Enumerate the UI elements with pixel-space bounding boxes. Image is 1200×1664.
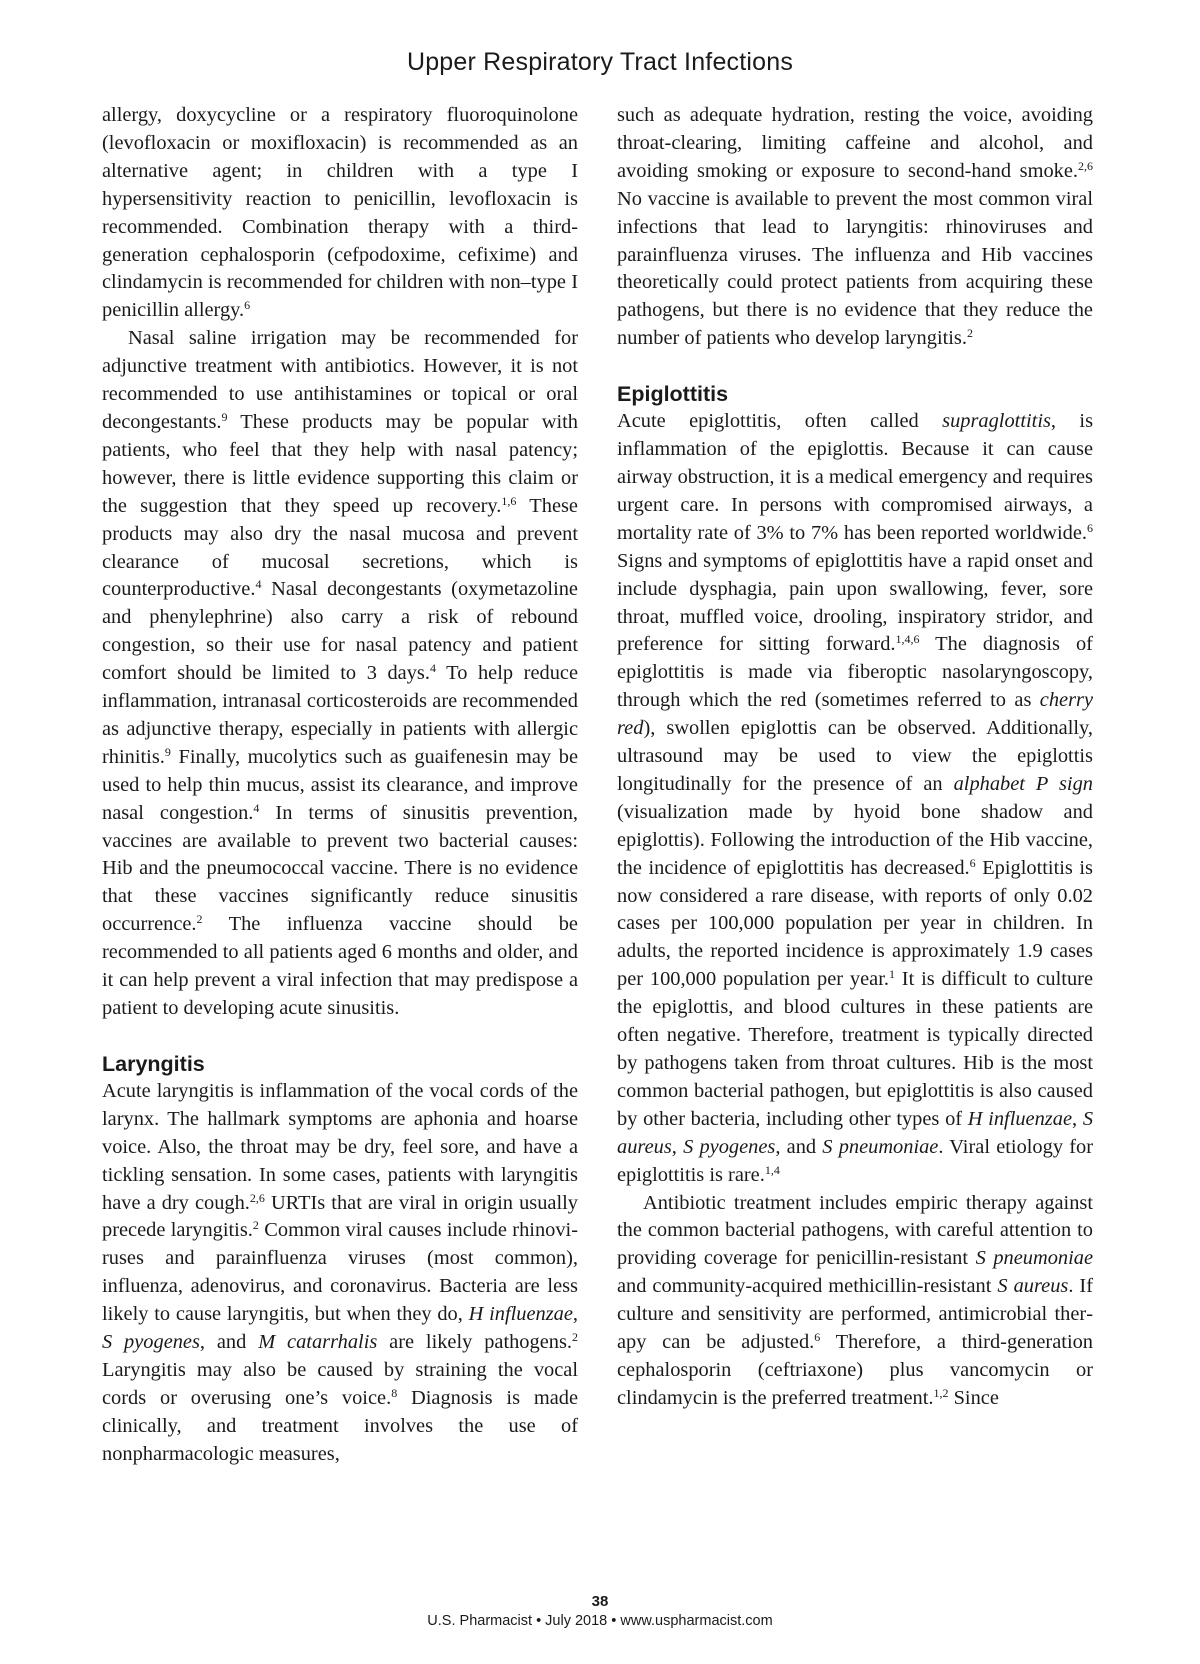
publication-line: U.S. Pharmacist • July 2018 • www.uspharmacist.com [427, 1613, 773, 1629]
text-run: In terms of sinusitis prevention, vaccines are available to prevent two bacterial causes: Hib and the pneumococcal vaccine. There is no evidence that these vaccines significantly reduce sinusitis occurrence. [102, 801, 578, 936]
reference-superscript: 2 [571, 1330, 578, 1345]
text-run: To help reduce inflammation, intranasal corticosteroids are recommended as adjunctive therapy, especially in patients with allergic rhinitis. [102, 662, 578, 768]
text-run: Nasal decongestants (oxymetazoline and phenylephrine) also carry a risk of rebound congestion, so their use for nasal patency and patient comfort should be limited to 3 days. [102, 578, 578, 685]
reference-superscript: 2 [196, 912, 203, 927]
page-number: 38 [591, 1593, 609, 1610]
text-run: Nasal saline irrigation may be recommended for adjunctive treatment with antibiotics. However, it is not recommended to use antihistamines or topical or oral decongestants. [102, 327, 578, 433]
organism-name: S aureus [997, 1275, 1069, 1298]
text-run: . Viral etiology for epiglottitis is rare. [617, 1135, 1093, 1186]
text-run: ), swollen epiglottis can be observed. Additionally, ultrasound may be used to view the epiglottis longitudinally for the presence of an [617, 717, 1093, 795]
organism-name: H influenzae [967, 1107, 1072, 1130]
text-run: such as adequate hydration, resting the voice, avoiding throat-clearing, limiting caffeine and alcohol, and avoiding smoking or exposure to second-hand smoke. [617, 104, 1093, 182]
reference-superscript: 2 [252, 1218, 259, 1233]
reference-superscript: 2 [966, 326, 973, 341]
running-title: Upper Respiratory Tract Infections [406, 48, 794, 76]
text-run: (visualization made by hyoid bone shadow and epiglottis). Following the introduction of the Hib vaccine, the incidence of epiglottitis has decreased. [617, 800, 1093, 879]
text-run: , and [199, 1331, 259, 1354]
text-run: , [1072, 1107, 1083, 1130]
text-run: , and [775, 1135, 823, 1158]
text-run: and community-acquired methicillin-resistant [617, 1275, 998, 1298]
reference-superscript: 4 [429, 661, 436, 676]
reference-superscript: 6 [1087, 520, 1093, 535]
italic-term: supraglottitis [942, 410, 1051, 433]
text-run: Signs and symptoms of epiglottitis have a rapid onset and include dysphagia, pain upon swallowing, fever, sore throat, muffled voice, drooling, inspiratory stridor, and preference for sitting forward. [617, 549, 1093, 656]
reference-superscript: 1,6 [501, 493, 517, 508]
reference-superscript: 1 [888, 967, 895, 982]
text-run: , is inflammation of the epiglottis. Because it can cause airway obstruction, it is a medical emergency and requires urgent care. In persons with compromised airways, a mortality rate of 3% to 7% has been reported worldwide. [617, 410, 1094, 544]
reference-superscript: 2,6 [1078, 158, 1093, 173]
reference-superscript: 9 [221, 409, 228, 424]
page-footer [0, 1593, 1200, 1631]
text-run: are likely pathogens. [377, 1331, 572, 1354]
text-run: The influenza vaccine should be recommended to all patients aged 6 months and older, and it can help prevent a viral infection that may predispose a patient to developing acute sinusitis. [102, 913, 578, 1019]
text-run: Acute laryngitis is inflammation of the vocal cords of the larynx. The hallmark symptoms are aphonia and hoarse voice. Also, the throat may be dry, feel sore, and have a tickling sensation. In some cases, patients with laryngitis have a dry cough. [102, 1079, 578, 1214]
text-run: allergy, doxycycline or a respiratory fluoroquinolone (levofloxacin or moxifloxacin) is recommended as an alternative agent; in children with a type I hypersensitivity reaction to penicillin, levofloxacin is recommended. Combination therapy with a third-generation cephalosporin (cefpodoxime, cefixime) and clindamycin is recommended for children with non–type I penicillin allergy. [102, 104, 578, 322]
reference-superscript: 6 [969, 855, 976, 870]
text-run: Since [948, 1386, 999, 1409]
organism-name: S pneumoniae [975, 1247, 1093, 1270]
text-run: Epiglottitis is now considered a rare disease, with reports of only 0.02 cases per 100,000 population per year in children. In adults, the reported incidence is approximately 1.9 cases per 100,000 population per year. [617, 856, 1093, 991]
text-run: It is difficult to culture the epiglottis, and blood cultures in these patients are often negative. Therefore, treatment is typically directed by pathogens taken from throat cultures. Hib is the most common bacterial pathogen, but epiglottitis is also caused by other bacteria, including other types of [617, 968, 1093, 1130]
section-heading-laryngitis: Laryngitis [102, 1051, 205, 1076]
reference-superscript: 9 [164, 744, 171, 759]
reference-superscript: 2,6 [249, 1190, 265, 1205]
organism-name: S pyogenes [683, 1135, 776, 1158]
text-run: These products may also dry the nasal mucosa and prevent clearance of mucosal secretions, which is counterproductive. [102, 494, 578, 601]
text-run: No vaccine is available to prevent the most common viral infections that lead to laryngitis: rhinoviruses and parainfluenza viruses. The influenza and Hib vaccines theoretically could protect patients from acquiring these pathogens, but there is no evidence that they reduce the number of patients who develop laryngitis. [617, 187, 1093, 350]
paragraph-epiglottitis [617, 408, 1093, 1189]
text-run: These products may be popular with patients, who feel that they help with nasal patency; however, there is little evidence supporting this claim or the suggestion that they speed up recovery. [102, 410, 578, 517]
paragraph-laryngitis [102, 1078, 578, 1469]
organism-name: S pyogenes [102, 1331, 200, 1354]
reference-superscript: 1,4,6 [895, 632, 920, 647]
organism-name: S pneumoniae [822, 1135, 939, 1158]
text-run: Antibiotic treatment includes empiric therapy against the common bacterial pathogens, with careful attention to providing coverage for penicillin-resistant [617, 1191, 1093, 1270]
text-run: , [572, 1303, 579, 1326]
reference-superscript: 1,2 [933, 1385, 949, 1400]
reference-superscript: 1,4 [764, 1162, 780, 1177]
organism-name: H influenzae [468, 1303, 573, 1326]
text-run: Common viral causes include rhinoviruses and parainfluenza viruses (most common), influenza, adenovirus, and coronavirus. Bacteria are less likely to cause laryngitis, but when they do, [102, 1219, 578, 1326]
organism-name: S aureus [617, 1107, 1094, 1158]
text-run: , [671, 1135, 684, 1158]
text-run: Acute epiglottitis, often called [617, 410, 943, 433]
text-run: Laryngitis may also be caused by straining the vocal cords or overusing one’s voice. [102, 1358, 578, 1409]
italic-term: alphabet P sign [953, 772, 1093, 795]
reference-superscript: 8 [391, 1385, 398, 1400]
reference-superscript: 4 [255, 577, 262, 592]
text-run: The diagnosis of epiglottitis is made via fiberoptic nasolaryngoscopy, through which the red (sometimes referred to as [617, 633, 1093, 712]
text-run: . If culture and sensitivity are performed, antimicrobial therapy can be adjusted. [617, 1275, 1094, 1354]
left-column [102, 102, 578, 1469]
paragraph-antibiotic-treatment [617, 1190, 1093, 1413]
section-heading-epiglottitis: Epiglottitis [617, 382, 729, 407]
paragraph-adjunctive-treatment [102, 325, 578, 1023]
text-run: Finally, mucolytics such as guaifenesin may be used to help thin mucus, assist its clearance, and improve nasal congestion. [102, 745, 578, 824]
paragraph-antibiotic-alternatives [102, 102, 578, 325]
paragraph-laryngitis-continued [617, 102, 1093, 353]
text-run: URTIs that are viral in origin usually precede laryngitis. [102, 1191, 578, 1242]
italic-term: cherry red [617, 689, 1093, 740]
organism-name: M catarrhalis [258, 1331, 378, 1354]
reference-superscript: 4 [253, 800, 260, 815]
reference-superscript: 6 [814, 1330, 821, 1345]
right-column [617, 102, 1093, 1413]
reference-superscript: 6 [244, 298, 251, 313]
text-run: Therefore, a third-generation cephalosporin (ceftriaxone) plus vancomycin or clindamycin is the preferred treatment. [617, 1331, 1093, 1409]
text-run: Diagnosis is made clinically, and treatment involves the use of nonpharmacologic measures, [102, 1386, 578, 1465]
